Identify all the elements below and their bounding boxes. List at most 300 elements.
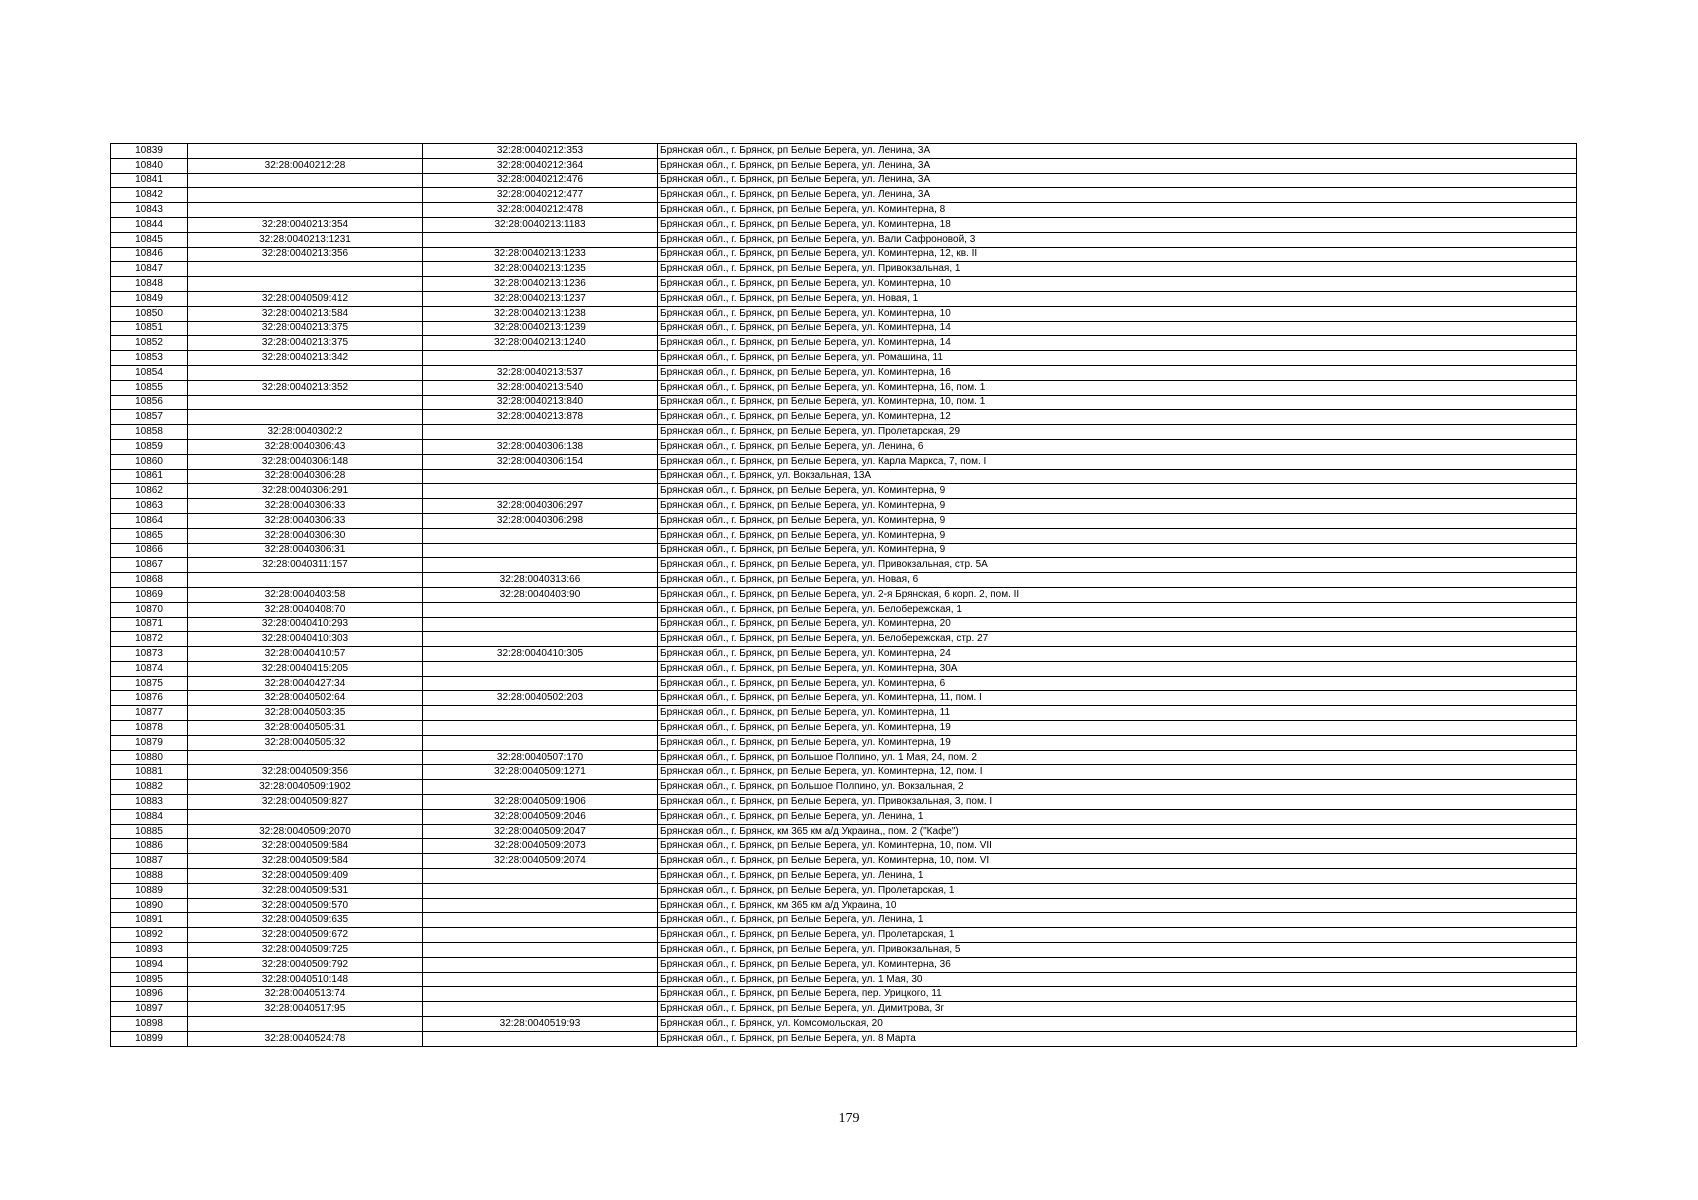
table-row	[111, 647, 1577, 662]
row-number-cell: 10844	[111, 217, 188, 232]
table-row	[111, 898, 1577, 913]
cadastral-number-cell: 32:28:0040509:570	[188, 898, 423, 913]
row-number-cell: 10874	[111, 661, 188, 676]
premises-cadastral-number-cell	[423, 987, 658, 1002]
premises-cadastral-number-cell	[423, 632, 658, 647]
address-cell: Брянская обл., г. Брянск, рп Белые Берега, ул. Коминтерна, 36	[658, 957, 1577, 972]
premises-cadastral-number-cell: 32:28:0040410:305	[423, 647, 658, 662]
table-row	[111, 499, 1577, 514]
register-table-body	[111, 144, 1577, 1047]
row-number-cell: 10890	[111, 898, 188, 913]
address-cell: Брянская обл., г. Брянск, рп Белые Берега, ул. Коминтерна, 19	[658, 721, 1577, 736]
address-cell: Брянская обл., г. Брянск, рп Белые Берега, ул. Коминтерна, 10	[658, 277, 1577, 292]
row-number-cell: 10888	[111, 869, 188, 884]
row-number-cell: 10862	[111, 484, 188, 499]
premises-cadastral-number-cell: 32:28:0040212:353	[423, 144, 658, 159]
row-number-cell: 10891	[111, 913, 188, 928]
row-number-cell: 10852	[111, 336, 188, 351]
row-number-cell: 10899	[111, 1031, 188, 1046]
cadastral-number-cell	[188, 262, 423, 277]
address-cell: Брянская обл., г. Брянск, рп Белые Берега, ул. 1 Мая, 30	[658, 972, 1577, 987]
address-cell: Брянская обл., г. Брянск, рп Большое Полпино, ул. 1 Мая, 24, пом. 2	[658, 750, 1577, 765]
premises-cadastral-number-cell	[423, 602, 658, 617]
premises-cadastral-number-cell	[423, 676, 658, 691]
row-number-cell: 10847	[111, 262, 188, 277]
row-number-cell: 10878	[111, 721, 188, 736]
row-number-cell: 10881	[111, 765, 188, 780]
address-cell: Брянская обл., г. Брянск, рп Белые Берега, ул. Коминтерна, 20	[658, 617, 1577, 632]
row-number-cell: 10848	[111, 277, 188, 292]
premises-cadastral-number-cell: 32:28:0040509:1906	[423, 795, 658, 810]
premises-cadastral-number-cell	[423, 898, 658, 913]
premises-cadastral-number-cell	[423, 883, 658, 898]
premises-cadastral-number-cell	[423, 913, 658, 928]
row-number-cell: 10861	[111, 469, 188, 484]
address-cell: Брянская обл., г. Брянск, рп Белые Берега, ул. 2-я Брянская, 6 корп. 2, пом. II	[658, 587, 1577, 602]
premises-cadastral-number-cell: 32:28:0040212:476	[423, 173, 658, 188]
premises-cadastral-number-cell	[423, 661, 658, 676]
address-cell: Брянская обл., г. Брянск, рп Белые Берега, ул. Ленина, 1	[658, 869, 1577, 884]
address-cell: Брянская обл., г. Брянск, рп Белые Берега, ул. Привокзальная, 5	[658, 943, 1577, 958]
cadastral-number-cell	[188, 188, 423, 203]
table-row	[111, 217, 1577, 232]
table-row	[111, 232, 1577, 247]
cadastral-number-cell: 32:28:0040427:34	[188, 676, 423, 691]
table-row	[111, 780, 1577, 795]
address-cell: Брянская обл., г. Брянск, рп Белые Берега, ул. Ленина, 6	[658, 439, 1577, 454]
table-row	[111, 928, 1577, 943]
table-row	[111, 277, 1577, 292]
address-cell: Брянская обл., г. Брянск, рп Белые Берега, ул. Коминтерна, 9	[658, 484, 1577, 499]
table-row	[111, 632, 1577, 647]
row-number-cell: 10873	[111, 647, 188, 662]
row-number-cell: 10841	[111, 173, 188, 188]
premises-cadastral-number-cell: 32:28:0040519:93	[423, 1017, 658, 1032]
table-row	[111, 691, 1577, 706]
row-number-cell: 10851	[111, 321, 188, 336]
table-row	[111, 410, 1577, 425]
cadastral-number-cell: 32:28:0040213:1231	[188, 232, 423, 247]
premises-cadastral-number-cell	[423, 469, 658, 484]
address-cell: Брянская обл., г. Брянск, рп Белые Берега, ул. Коминтерна, 10	[658, 306, 1577, 321]
address-cell: Брянская обл., г. Брянск, рп Белые Берега, ул. Коминтерна, 16	[658, 365, 1577, 380]
cadastral-number-cell: 32:28:0040306:30	[188, 528, 423, 543]
row-number-cell: 10877	[111, 706, 188, 721]
table-row	[111, 883, 1577, 898]
row-number-cell: 10883	[111, 795, 188, 810]
address-cell: Брянская обл., г. Брянск, рп Белые Берега, ул. Коминтерна, 18	[658, 217, 1577, 232]
table-row	[111, 247, 1577, 262]
table-row	[111, 1017, 1577, 1032]
premises-cadastral-number-cell	[423, 232, 658, 247]
row-number-cell: 10842	[111, 188, 188, 203]
cadastral-number-cell: 32:28:0040306:148	[188, 454, 423, 469]
premises-cadastral-number-cell: 32:28:0040213:1239	[423, 321, 658, 336]
address-cell: Брянская обл., г. Брянск, рп Белые Берега, ул. Коминтерна, 9	[658, 499, 1577, 514]
row-number-cell: 10875	[111, 676, 188, 691]
premises-cadastral-number-cell	[423, 735, 658, 750]
cadastral-number-cell: 32:28:0040509:412	[188, 291, 423, 306]
premises-cadastral-number-cell	[423, 780, 658, 795]
row-number-cell: 10870	[111, 602, 188, 617]
table-row	[111, 721, 1577, 736]
address-cell: Брянская обл., г. Брянск, рп Белые Берега, ул. Привокзальная, стр. 5А	[658, 558, 1577, 573]
cadastral-number-cell: 32:28:0040302:2	[188, 425, 423, 440]
address-cell: Брянская обл., г. Брянск, рп Белые Берега, ул. Димитрова, 3г	[658, 1002, 1577, 1017]
row-number-cell: 10882	[111, 780, 188, 795]
table-row	[111, 306, 1577, 321]
premises-cadastral-number-cell: 32:28:0040509:2074	[423, 854, 658, 869]
cadastral-number-cell: 32:28:0040213:584	[188, 306, 423, 321]
address-cell: Брянская обл., г. Брянск, рп Белые Берега, ул. Коминтерна, 10, пом. VI	[658, 854, 1577, 869]
address-cell: Брянская обл., г. Брянск, км 365 км а/д Украина,, пом. 2 ("Кафе")	[658, 824, 1577, 839]
table-row	[111, 854, 1577, 869]
cadastral-number-cell: 32:28:0040415:205	[188, 661, 423, 676]
address-cell: Брянская обл., г. Брянск, рп Белые Берега, ул. Привокзальная, 3, пом. I	[658, 795, 1577, 810]
address-cell: Брянская обл., г. Брянск, рп Белые Берега, ул. Ленина, 1	[658, 809, 1577, 824]
cadastral-number-cell: 32:28:0040503:35	[188, 706, 423, 721]
premises-cadastral-number-cell: 32:28:0040509:2047	[423, 824, 658, 839]
row-number-cell: 10889	[111, 883, 188, 898]
table-row	[111, 351, 1577, 366]
cadastral-number-cell: 32:28:0040509:409	[188, 869, 423, 884]
address-cell: Брянская обл., г. Брянск, рп Белые Берега, ул. Новая, 6	[658, 573, 1577, 588]
cadastral-number-cell: 32:28:0040509:725	[188, 943, 423, 958]
cadastral-number-cell	[188, 809, 423, 824]
row-number-cell: 10840	[111, 158, 188, 173]
premises-cadastral-number-cell	[423, 721, 658, 736]
premises-cadastral-number-cell: 32:28:0040403:90	[423, 587, 658, 602]
table-row	[111, 602, 1577, 617]
table-row	[111, 1031, 1577, 1046]
table-row	[111, 469, 1577, 484]
address-cell: Брянская обл., г. Брянск, рп Белые Берега, ул. Коминтерна, 10, пом. VII	[658, 839, 1577, 854]
cadastral-number-cell: 32:28:0040509:584	[188, 854, 423, 869]
row-number-cell: 10860	[111, 454, 188, 469]
cadastral-number-cell: 32:28:0040505:31	[188, 721, 423, 736]
row-number-cell: 10879	[111, 735, 188, 750]
cadastral-number-cell: 32:28:0040513:74	[188, 987, 423, 1002]
row-number-cell: 10880	[111, 750, 188, 765]
address-cell: Брянская обл., г. Брянск, рп Белые Берега, ул. Карла Маркса, 7, пом. I	[658, 454, 1577, 469]
premises-cadastral-number-cell	[423, 957, 658, 972]
row-number-cell: 10863	[111, 499, 188, 514]
premises-cadastral-number-cell: 32:28:0040213:1235	[423, 262, 658, 277]
table-row	[111, 587, 1577, 602]
premises-cadastral-number-cell: 32:28:0040306:154	[423, 454, 658, 469]
row-number-cell: 10885	[111, 824, 188, 839]
address-cell: Брянская обл., г. Брянск, рп Белые Берега, ул. Коминтерна, 19	[658, 735, 1577, 750]
address-cell: Брянская обл., г. Брянск, рп Белые Берега, ул. Ленина, 1	[658, 913, 1577, 928]
table-row	[111, 321, 1577, 336]
premises-cadastral-number-cell	[423, 425, 658, 440]
address-cell: Брянская обл., г. Брянск, рп Белые Берега, ул. Ленина, 3А	[658, 158, 1577, 173]
cadastral-number-cell: 32:28:0040509:531	[188, 883, 423, 898]
address-cell: Брянская обл., г. Брянск, рп Белые Берега, ул. Пролетарская, 1	[658, 928, 1577, 943]
row-number-cell: 10884	[111, 809, 188, 824]
row-number-cell: 10894	[111, 957, 188, 972]
row-number-cell: 10849	[111, 291, 188, 306]
address-cell: Брянская обл., г. Брянск, рп Белые Берега, ул. Коминтерна, 10, пом. 1	[658, 395, 1577, 410]
cadastral-number-cell: 32:28:0040213:342	[188, 351, 423, 366]
table-row	[111, 203, 1577, 218]
table-row	[111, 188, 1577, 203]
table-row	[111, 869, 1577, 884]
premises-cadastral-number-cell: 32:28:0040212:478	[423, 203, 658, 218]
premises-cadastral-number-cell	[423, 617, 658, 632]
cadastral-number-cell: 32:28:0040213:356	[188, 247, 423, 262]
address-cell: Брянская обл., г. Брянск, рп Белые Берега, ул. Ленина, 3А	[658, 144, 1577, 159]
row-number-cell: 10897	[111, 1002, 188, 1017]
address-cell: Брянская обл., г. Брянск, рп Белые Берега, ул. Ленина, 3А	[658, 173, 1577, 188]
address-cell: Брянская обл., г. Брянск, рп Белые Берега, ул. 8 Марта	[658, 1031, 1577, 1046]
row-number-cell: 10856	[111, 395, 188, 410]
premises-cadastral-number-cell	[423, 928, 658, 943]
row-number-cell: 10876	[111, 691, 188, 706]
row-number-cell: 10864	[111, 513, 188, 528]
table-row	[111, 158, 1577, 173]
table-row	[111, 809, 1577, 824]
table-row	[111, 573, 1577, 588]
cadastral-number-cell: 32:28:0040410:293	[188, 617, 423, 632]
cadastral-number-cell: 32:28:0040306:33	[188, 499, 423, 514]
address-cell: Брянская обл., г. Брянск, рп Белые Берега, ул. Коминтерна, 6	[658, 676, 1577, 691]
row-number-cell: 10859	[111, 439, 188, 454]
table-row	[111, 543, 1577, 558]
cadastral-number-cell: 32:28:0040517:95	[188, 1002, 423, 1017]
cadastral-number-cell: 32:28:0040212:28	[188, 158, 423, 173]
address-cell: Брянская обл., г. Брянск, рп Белые Берега, ул. Ленина, 3А	[658, 188, 1577, 203]
premises-cadastral-number-cell: 32:28:0040502:203	[423, 691, 658, 706]
table-row	[111, 484, 1577, 499]
cadastral-number-cell	[188, 1017, 423, 1032]
cadastral-number-cell: 32:28:0040524:78	[188, 1031, 423, 1046]
cadastral-number-cell: 32:28:0040403:58	[188, 587, 423, 602]
cadastral-number-cell: 32:28:0040509:2070	[188, 824, 423, 839]
address-cell: Брянская обл., г. Брянск, рп Белые Берега, ул. Коминтерна, 8	[658, 203, 1577, 218]
address-cell: Брянская обл., г. Брянск, рп Белые Берега, ул. Белобережская, стр. 27	[658, 632, 1577, 647]
cadastral-number-cell: 32:28:0040502:64	[188, 691, 423, 706]
address-cell: Брянская обл., г. Брянск, рп Белые Берега, ул. Коминтерна, 12	[658, 410, 1577, 425]
table-row	[111, 439, 1577, 454]
table-row	[111, 795, 1577, 810]
cadastral-number-cell	[188, 203, 423, 218]
table-row	[111, 839, 1577, 854]
cadastral-number-cell	[188, 410, 423, 425]
premises-cadastral-number-cell: 32:28:0040213:537	[423, 365, 658, 380]
table-row	[111, 661, 1577, 676]
premises-cadastral-number-cell	[423, 1002, 658, 1017]
premises-cadastral-number-cell	[423, 484, 658, 499]
cadastral-number-cell	[188, 173, 423, 188]
address-cell: Брянская обл., г. Брянск, рп Белые Берега, ул. Коминтерна, 12, пом. I	[658, 765, 1577, 780]
cadastral-number-cell	[188, 573, 423, 588]
premises-cadastral-number-cell	[423, 706, 658, 721]
cadastral-number-cell	[188, 277, 423, 292]
row-number-cell: 10850	[111, 306, 188, 321]
cadastral-number-cell: 32:28:0040306:33	[188, 513, 423, 528]
premises-cadastral-number-cell	[423, 558, 658, 573]
cadastral-number-cell: 32:28:0040306:291	[188, 484, 423, 499]
table-row	[111, 957, 1577, 972]
table-row	[111, 972, 1577, 987]
table-row	[111, 987, 1577, 1002]
row-number-cell: 10845	[111, 232, 188, 247]
row-number-cell: 10871	[111, 617, 188, 632]
address-cell: Брянская обл., г. Брянск, рп Белые Берега, ул. Коминтерна, 12, кв. II	[658, 247, 1577, 262]
cadastral-number-cell: 32:28:0040509:827	[188, 795, 423, 810]
premises-cadastral-number-cell: 32:28:0040213:1236	[423, 277, 658, 292]
register-table	[110, 143, 1577, 1047]
row-number-cell: 10843	[111, 203, 188, 218]
address-cell: Брянская обл., г. Брянск, рп Белые Берега, ул. Коминтерна, 16, пом. 1	[658, 380, 1577, 395]
cadastral-number-cell: 32:28:0040509:356	[188, 765, 423, 780]
cadastral-number-cell: 32:28:0040509:584	[188, 839, 423, 854]
premises-cadastral-number-cell: 32:28:0040213:1183	[423, 217, 658, 232]
address-cell: Брянская обл., г. Брянск, рп Белые Берега, ул. Новая, 1	[658, 291, 1577, 306]
premises-cadastral-number-cell: 32:28:0040212:477	[423, 188, 658, 203]
cadastral-number-cell: 32:28:0040505:32	[188, 735, 423, 750]
cadastral-number-cell: 32:28:0040213:375	[188, 336, 423, 351]
row-number-cell: 10857	[111, 410, 188, 425]
premises-cadastral-number-cell	[423, 972, 658, 987]
cadastral-number-cell: 32:28:0040213:352	[188, 380, 423, 395]
table-row	[111, 943, 1577, 958]
table-row	[111, 528, 1577, 543]
address-cell: Брянская обл., г. Брянск, рп Белые Берега, пер. Урицкого, 11	[658, 987, 1577, 1002]
row-number-cell: 10839	[111, 144, 188, 159]
address-cell: Брянская обл., г. Брянск, рп Белые Берега, ул. Вали Сафроновой, 3	[658, 232, 1577, 247]
premises-cadastral-number-cell: 32:28:0040509:1271	[423, 765, 658, 780]
address-cell: Брянская обл., г. Брянск, рп Белые Берега, ул. Пролетарская, 29	[658, 425, 1577, 440]
cadastral-number-cell: 32:28:0040410:303	[188, 632, 423, 647]
address-cell: Брянская обл., г. Брянск, рп Белые Берега, ул. Коминтерна, 30А	[658, 661, 1577, 676]
row-number-cell: 10887	[111, 854, 188, 869]
premises-cadastral-number-cell	[423, 351, 658, 366]
table-row	[111, 750, 1577, 765]
table-row	[111, 173, 1577, 188]
row-number-cell: 10868	[111, 573, 188, 588]
row-number-cell: 10886	[111, 839, 188, 854]
row-number-cell: 10893	[111, 943, 188, 958]
row-number-cell: 10872	[111, 632, 188, 647]
row-number-cell: 10892	[111, 928, 188, 943]
cadastral-number-cell: 32:28:0040213:375	[188, 321, 423, 336]
cadastral-number-cell: 32:28:0040306:43	[188, 439, 423, 454]
premises-cadastral-number-cell	[423, 528, 658, 543]
row-number-cell: 10858	[111, 425, 188, 440]
table-row	[111, 706, 1577, 721]
premises-cadastral-number-cell	[423, 1031, 658, 1046]
premises-cadastral-number-cell: 32:28:0040306:297	[423, 499, 658, 514]
address-cell: Брянская обл., г. Брянск, рп Большое Полпино, ул. Вокзальная, 2	[658, 780, 1577, 795]
premises-cadastral-number-cell: 32:28:0040213:878	[423, 410, 658, 425]
premises-cadastral-number-cell: 32:28:0040306:298	[423, 513, 658, 528]
table-row	[111, 824, 1577, 839]
row-number-cell: 10866	[111, 543, 188, 558]
premises-cadastral-number-cell: 32:28:0040509:2046	[423, 809, 658, 824]
premises-cadastral-number-cell: 32:28:0040213:1233	[423, 247, 658, 262]
cadastral-number-cell: 32:28:0040509:1902	[188, 780, 423, 795]
row-number-cell: 10854	[111, 365, 188, 380]
table-row	[111, 365, 1577, 380]
row-number-cell: 10867	[111, 558, 188, 573]
premises-cadastral-number-cell: 32:28:0040306:138	[423, 439, 658, 454]
address-cell: Брянская обл., г. Брянск, ул. Вокзальная, 13А	[658, 469, 1577, 484]
address-cell: Брянская обл., г. Брянск, рп Белые Берега, ул. Белобережская, 1	[658, 602, 1577, 617]
table-row	[111, 765, 1577, 780]
premises-cadastral-number-cell	[423, 543, 658, 558]
address-cell: Брянская обл., г. Брянск, рп Белые Берега, ул. Коминтерна, 11	[658, 706, 1577, 721]
address-cell: Брянская обл., г. Брянск, ул. Комсомольская, 20	[658, 1017, 1577, 1032]
premises-cadastral-number-cell: 32:28:0040313:66	[423, 573, 658, 588]
table-row	[111, 735, 1577, 750]
premises-cadastral-number-cell	[423, 943, 658, 958]
row-number-cell: 10865	[111, 528, 188, 543]
row-number-cell: 10896	[111, 987, 188, 1002]
premises-cadastral-number-cell: 32:28:0040509:2073	[423, 839, 658, 854]
premises-cadastral-number-cell: 32:28:0040213:540	[423, 380, 658, 395]
premises-cadastral-number-cell: 32:28:0040213:1238	[423, 306, 658, 321]
table-row	[111, 513, 1577, 528]
row-number-cell: 10853	[111, 351, 188, 366]
row-number-cell: 10846	[111, 247, 188, 262]
cadastral-number-cell: 32:28:0040311:157	[188, 558, 423, 573]
premises-cadastral-number-cell	[423, 869, 658, 884]
table-row	[111, 380, 1577, 395]
address-cell: Брянская обл., г. Брянск, рп Белые Берега, ул. Коминтерна, 9	[658, 513, 1577, 528]
row-number-cell: 10898	[111, 1017, 188, 1032]
cadastral-number-cell: 32:28:0040410:57	[188, 647, 423, 662]
cadastral-number-cell: 32:28:0040509:672	[188, 928, 423, 943]
address-cell: Брянская обл., г. Брянск, рп Белые Берега, ул. Коминтерна, 11, пом. I	[658, 691, 1577, 706]
cadastral-number-cell: 32:28:0040306:28	[188, 469, 423, 484]
table-row	[111, 144, 1577, 159]
cadastral-number-cell: 32:28:0040510:148	[188, 972, 423, 987]
table-row	[111, 291, 1577, 306]
table-row	[111, 425, 1577, 440]
address-cell: Брянская обл., г. Брянск, рп Белые Берега, ул. Коминтерна, 9	[658, 543, 1577, 558]
table-row	[111, 454, 1577, 469]
premises-cadastral-number-cell: 32:28:0040507:170	[423, 750, 658, 765]
address-cell: Брянская обл., г. Брянск, рп Белые Берега, ул. Коминтерна, 24	[658, 647, 1577, 662]
table-row	[111, 1002, 1577, 1017]
premises-cadastral-number-cell: 32:28:0040213:1237	[423, 291, 658, 306]
address-cell: Брянская обл., г. Брянск, рп Белые Берега, ул. Пролетарская, 1	[658, 883, 1577, 898]
premises-cadastral-number-cell: 32:28:0040213:840	[423, 395, 658, 410]
address-cell: Брянская обл., г. Брянск, км 365 км а/д Украина, 10	[658, 898, 1577, 913]
address-cell: Брянская обл., г. Брянск, рп Белые Берега, ул. Привокзальная, 1	[658, 262, 1577, 277]
cadastral-number-cell: 32:28:0040408:70	[188, 602, 423, 617]
cadastral-number-cell	[188, 365, 423, 380]
row-number-cell: 10855	[111, 380, 188, 395]
address-cell: Брянская обл., г. Брянск, рп Белые Берега, ул. Коминтерна, 9	[658, 528, 1577, 543]
page-number: 179	[838, 1111, 860, 1126]
cadastral-number-cell	[188, 144, 423, 159]
table-row	[111, 676, 1577, 691]
premises-cadastral-number-cell: 32:28:0040212:364	[423, 158, 658, 173]
table-row	[111, 558, 1577, 573]
row-number-cell: 10869	[111, 587, 188, 602]
cadastral-number-cell: 32:28:0040509:635	[188, 913, 423, 928]
table-row	[111, 395, 1577, 410]
cadastral-number-cell	[188, 750, 423, 765]
table-row	[111, 262, 1577, 277]
cadastral-number-cell: 32:28:0040306:31	[188, 543, 423, 558]
premises-cadastral-number-cell: 32:28:0040213:1240	[423, 336, 658, 351]
cadastral-number-cell: 32:28:0040213:354	[188, 217, 423, 232]
table-row	[111, 913, 1577, 928]
